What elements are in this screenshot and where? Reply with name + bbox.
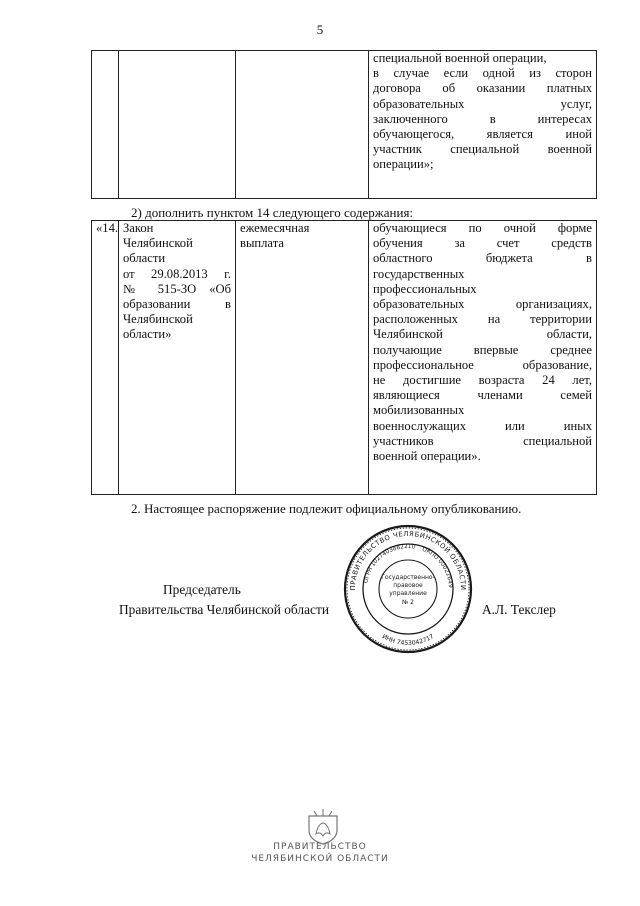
cell-line: обучающегося, является иной xyxy=(373,127,592,142)
cell-line: получающие впервые среднее xyxy=(373,342,592,357)
table2-cell-payment xyxy=(236,221,369,495)
footer-line1: ПРАВИТЕЛЬСТВО xyxy=(273,842,367,852)
table2-cell-document xyxy=(119,221,236,495)
cell-line: от 29.08.2013 г. xyxy=(123,266,231,281)
cell-line: профессиональное образование, xyxy=(373,357,592,372)
cell-line: являющиеся членами семей xyxy=(373,388,592,403)
svg-text:ИНН 7453042717 xyxy=(381,633,436,647)
cell-line: области xyxy=(123,251,166,266)
continued-table xyxy=(91,50,597,199)
seal-okpo: ОКПО 00022649 xyxy=(421,546,454,589)
cell-line: обучающиеся по очной форме xyxy=(373,221,592,235)
cell-line: участников специальной xyxy=(373,433,592,448)
cell-line: участник специальной военной xyxy=(373,142,592,157)
table1-cell-conditions xyxy=(369,51,597,199)
cell-line: военной операции». xyxy=(373,449,481,464)
cell-line: выплата xyxy=(240,236,284,251)
signatory-title-line2: Правительства Челябинской области xyxy=(119,602,329,617)
seal-center-line: № 2 xyxy=(402,599,414,606)
publication-paragraph: 2. Настоящее распоряжение подлежит официальному опубликованию. xyxy=(131,501,522,516)
cell-line: заключенного в интересах xyxy=(373,111,592,126)
cell-line: образовании в xyxy=(123,297,231,312)
table2-cell-conditions xyxy=(369,221,597,495)
cell-line: военнослужащих или иных xyxy=(373,418,592,433)
cell-line: профессиональных xyxy=(373,281,477,296)
page-number: 5 xyxy=(316,22,324,37)
signatory-name: А.Л. Текслер xyxy=(482,602,556,617)
cell-line: Закон xyxy=(123,221,154,235)
coat-of-arms-icon xyxy=(305,808,341,846)
seal-ring-text: ПРАВИТЕЛЬСТВО ЧЕЛЯБИНСКОЙ ОБЛАСТИ xyxy=(348,529,468,591)
cell-line: областного бюджета в xyxy=(373,251,592,266)
official-seal xyxy=(343,524,473,654)
amendment-paragraph: 2) дополнить пунктом 14 следующего содержания: xyxy=(131,205,414,220)
cell-line: государственных xyxy=(373,266,465,281)
cell-line: специальной военной операции, xyxy=(373,51,547,65)
cell-line: операции»; xyxy=(373,157,434,172)
table1-cell-payment xyxy=(236,51,369,199)
cell-line: договора об оказании платных xyxy=(373,81,592,96)
cell-line: расположенных на территории xyxy=(373,312,592,327)
footer-line2: ЧЕЛЯБИНСКОЙ ОБЛАСТИ xyxy=(251,854,389,864)
signatory-title-line1: Председатель xyxy=(163,582,241,597)
cell-line: обучения за счет средств xyxy=(373,236,592,251)
cell-line: ежемесячная xyxy=(240,221,310,235)
cell-line: образовательных организациях, xyxy=(373,297,592,312)
table2-cell-number xyxy=(92,221,119,495)
cell-line: не достигшие возраста 24 лет, xyxy=(373,373,592,388)
item-number: «14. xyxy=(96,221,119,235)
cell-line: в случае если одной из сторон xyxy=(373,66,592,81)
seal-ogrn: ОГРН 1027403882210 xyxy=(363,543,416,584)
table1-cell-document xyxy=(119,51,236,199)
cell-line: Челябинской xyxy=(123,312,193,327)
seal-center-line: управление xyxy=(389,590,427,597)
cell-line: мобилизованных xyxy=(373,403,465,418)
cell-line: Челябинской xyxy=(123,236,193,251)
added-item-table xyxy=(91,220,597,495)
cell-line: области» xyxy=(123,327,172,342)
cell-line: образовательных услуг, xyxy=(373,96,592,111)
table1-cell-number xyxy=(92,51,119,199)
seal-center-line: правовое xyxy=(393,582,423,589)
cell-line: Челябинской области, xyxy=(373,327,592,342)
cell-line: № 515-ЗО «Об xyxy=(123,281,231,296)
seal-inn: ИНН 7453042717 xyxy=(380,633,436,648)
seal-center-line: Государственно- xyxy=(381,574,435,581)
